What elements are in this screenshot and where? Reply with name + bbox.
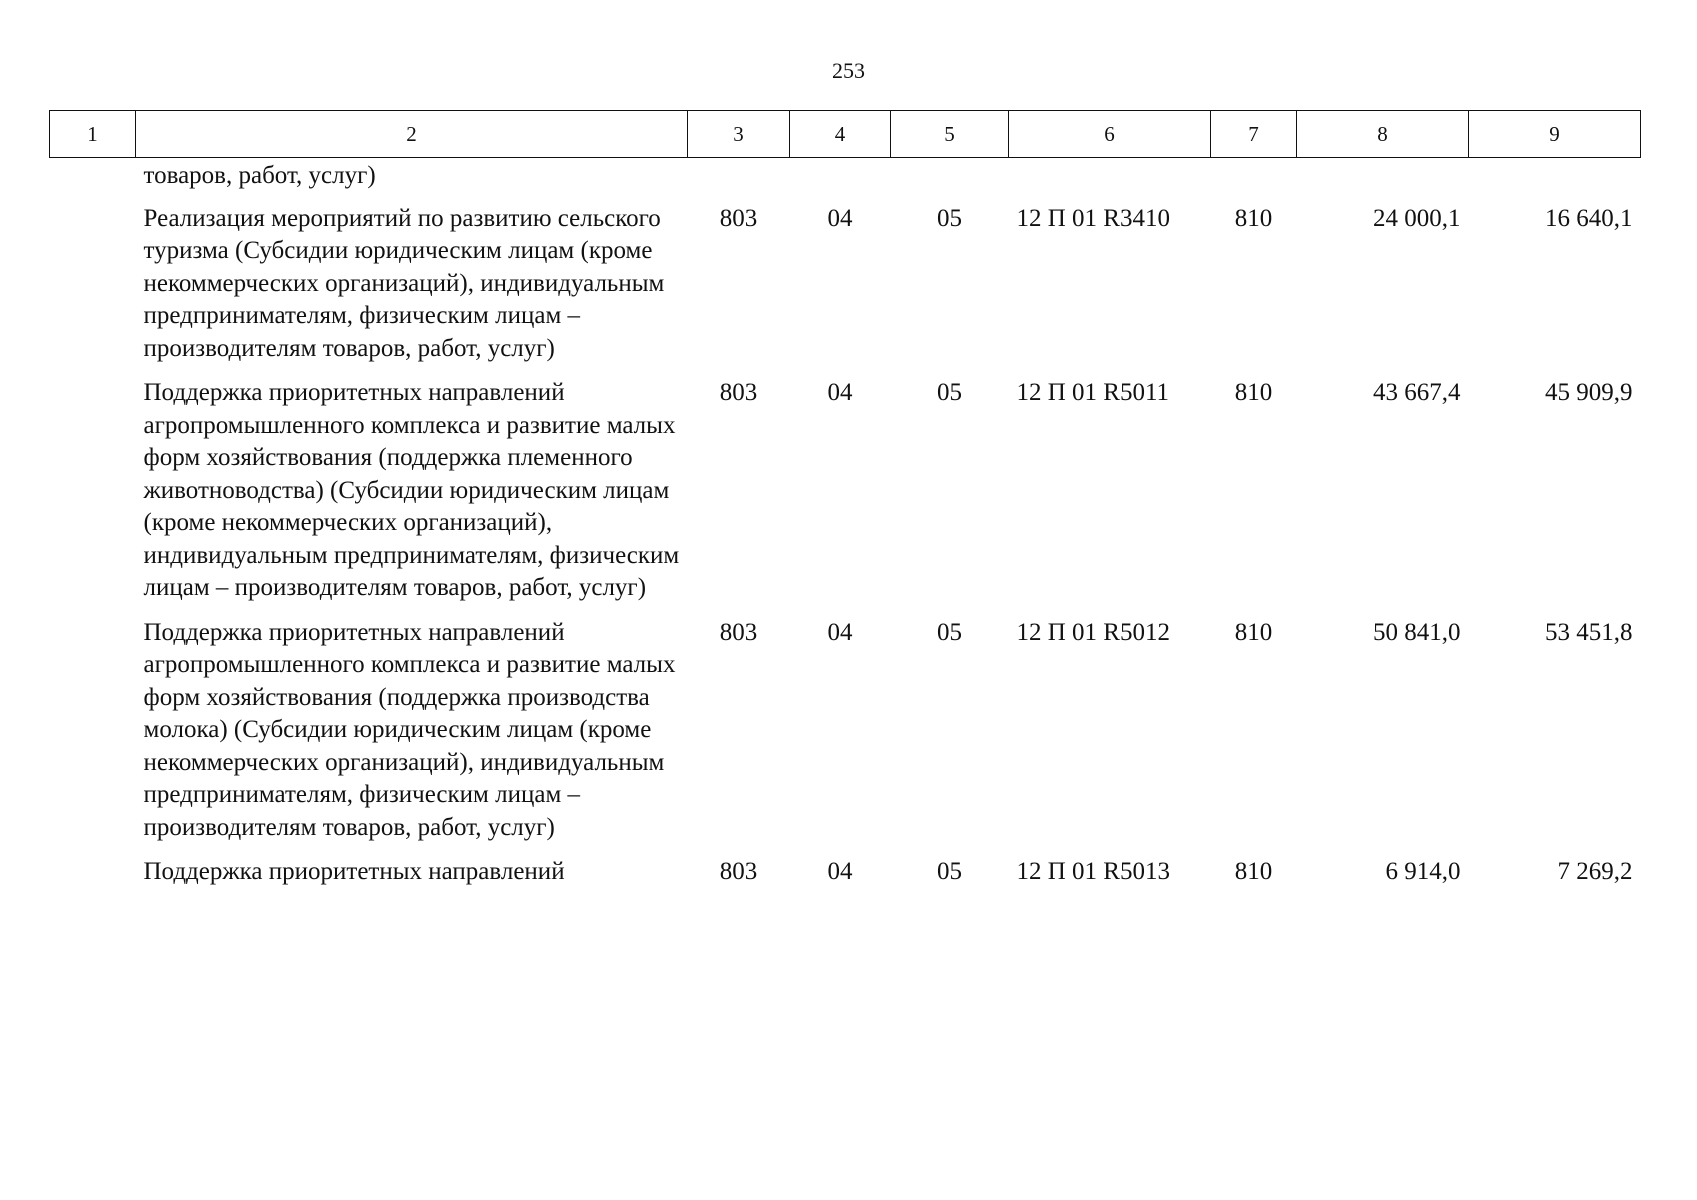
row-section-code: 04: [827, 204, 853, 232]
row-target-article: 12 П 01 R5013: [1016, 858, 1170, 885]
row-amount-col8: 6 914,0: [1385, 858, 1461, 885]
row-target-article: 12 П 01 R3410: [1016, 204, 1170, 232]
row-amount-col8: 43 667,4: [1373, 379, 1461, 406]
column-header-2: 2: [136, 111, 688, 158]
table-row: [50, 203, 1641, 378]
row-description: Реализация мероприятий по развитию сельского туризма (Субсидии юридическим лицам (кроме некоммерческих организаций), индивидуальным предпринимателям, физическим лицам – производителям товаров, работ, услуг): [143, 204, 665, 362]
row-amount-col8: [1297, 158, 1469, 203]
row-section-code: [790, 158, 891, 203]
row-section-code: 04: [827, 618, 853, 646]
column-header-3: 3: [688, 111, 790, 158]
row-ministry-code: 803: [719, 618, 758, 646]
row-blank-cell: [50, 856, 136, 901]
row-subsection-code: 05: [937, 379, 962, 406]
row-description: товаров, работ, услуг): [143, 162, 376, 189]
row-subsection-code: 05: [937, 858, 962, 885]
row-amount-col9: [1469, 158, 1641, 203]
table-row: [50, 617, 1641, 857]
row-expense-type: 810: [1234, 618, 1273, 646]
row-amount-col8: 50 841,0: [1373, 618, 1461, 646]
table-row: [50, 377, 1641, 617]
column-header-1: 1: [50, 111, 136, 158]
page-number: 253: [832, 58, 865, 83]
column-header-5: 5: [891, 111, 1009, 158]
row-description: Поддержка приоритетных направлений агропромышленного комплекса и развитие малых форм хозяйствования (поддержка производства молока) (Субсидии юридическим лицам (кроме некоммерческих организаций), индивидуальным предпринимателям, физическим лицам – производителям товаров, работ, услуг): [143, 618, 676, 841]
row-expense-type: 810: [1234, 204, 1273, 232]
row-subsection-code: 05: [937, 204, 962, 232]
row-ministry-code: 803: [719, 204, 758, 232]
column-header-9: 9: [1469, 111, 1641, 158]
column-header-4: 4: [790, 111, 891, 158]
row-amount-col9: 16 640,1: [1545, 204, 1633, 232]
budget-table: [49, 110, 1641, 901]
column-header-8: 8: [1297, 111, 1469, 158]
row-subsection-code: [891, 158, 1009, 203]
row-ministry-code: 803: [719, 379, 758, 406]
column-header-6: 6: [1009, 111, 1211, 158]
row-description: Поддержка приоритетных направлений: [143, 858, 565, 885]
row-section-code: 04: [827, 858, 853, 885]
row-section-code: 04: [827, 379, 853, 406]
row-amount-col8: 24 000,1: [1373, 204, 1461, 232]
row-blank-cell: [50, 617, 136, 857]
row-amount-col9: 7 269,2: [1557, 858, 1633, 885]
row-ministry-code: [688, 158, 790, 203]
row-amount-col9: 53 451,8: [1545, 618, 1633, 646]
row-blank-cell: [50, 203, 136, 378]
row-expense-type: [1211, 158, 1297, 203]
row-description: Поддержка приоритетных направлений агропромышленного комплекса и развитие малых форм хозяйствования (поддержка племенного животноводства) (Субсидии юридическим лицам (кроме некоммерческих организаций), индивидуальным предпринимателям, физическим лицам – производителям товаров, работ, услуг): [143, 379, 680, 601]
row-blank-cell: [50, 377, 136, 617]
row-subsection-code: 05: [937, 618, 962, 646]
row-target-article: 12 П 01 R5011: [1016, 379, 1170, 406]
row-target-article: 12 П 01 R5012: [1016, 618, 1170, 646]
column-header-7: 7: [1211, 111, 1297, 158]
row-expense-type: 810: [1234, 379, 1273, 406]
table-row: [50, 158, 1641, 203]
row-ministry-code: 803: [719, 858, 758, 885]
row-expense-type: 810: [1234, 858, 1273, 885]
row-amount-col9: 45 909,9: [1545, 379, 1633, 406]
column-number-header: [50, 111, 1641, 158]
row-target-article: [1009, 158, 1211, 203]
table-row: [50, 856, 1641, 901]
row-blank-cell: [50, 158, 136, 203]
